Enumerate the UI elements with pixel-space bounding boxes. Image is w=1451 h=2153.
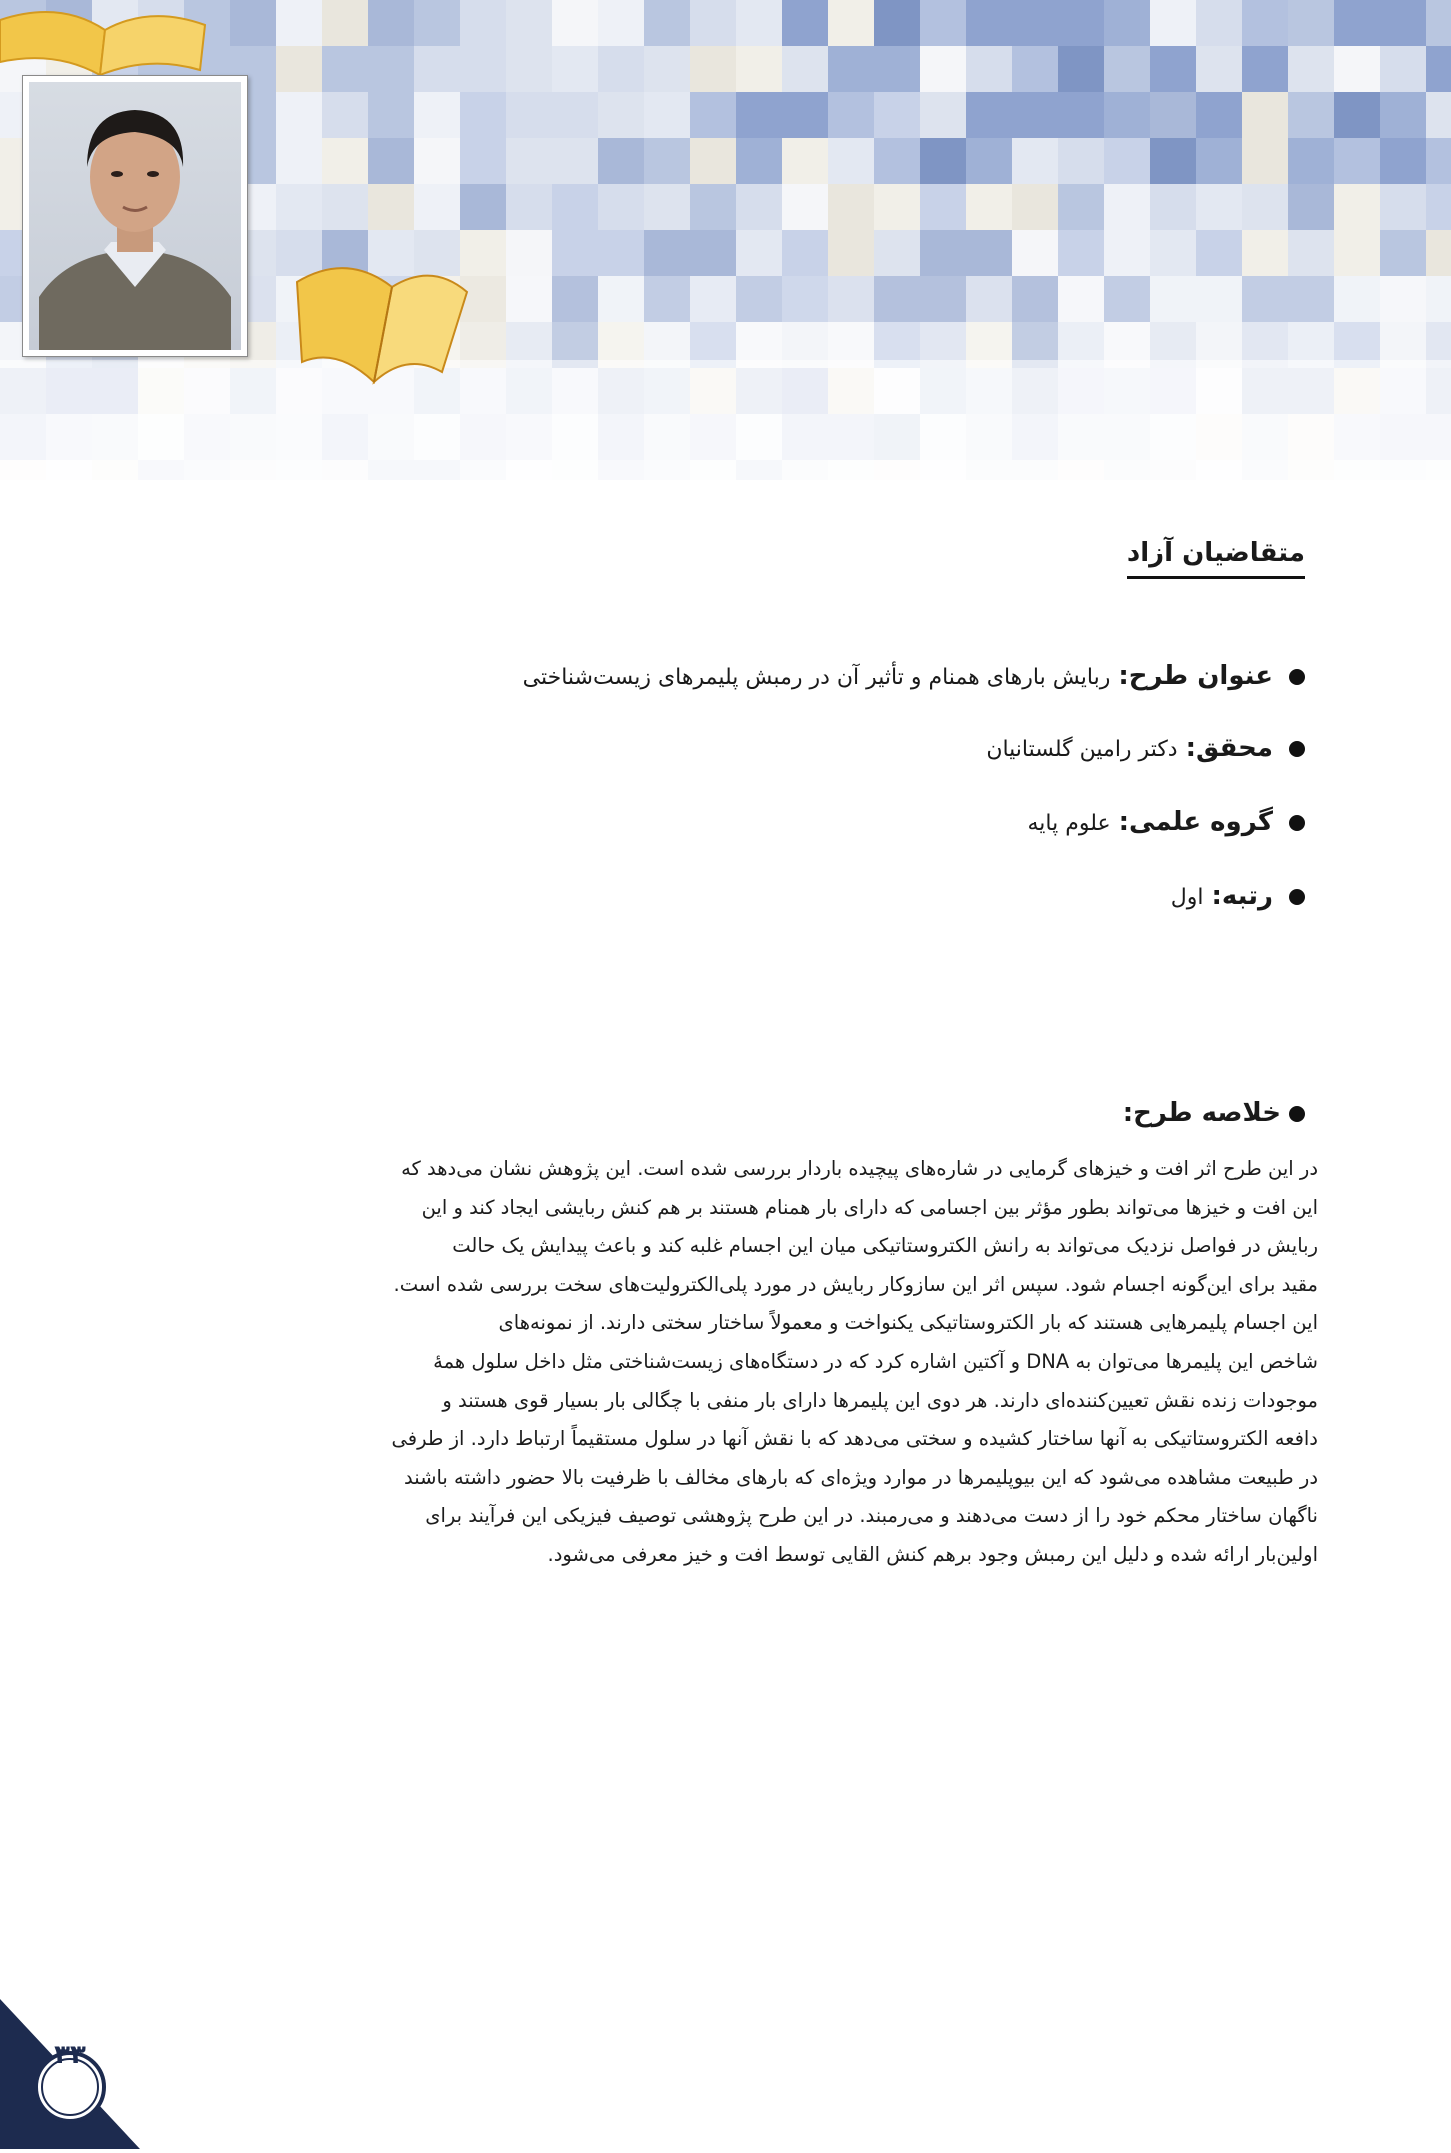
project-title-label: عنوان طرح: — [1118, 661, 1273, 691]
bullet-icon — [1289, 889, 1305, 905]
summary-line: مقید برای این‌گونه اجسام شود. سپس اثر این سازوکار ربایش در مورد پلی‌الکترولیت‌های سخت بررسی شده است. — [393, 1272, 1318, 1296]
summary-line: این اجسام پلیمرهایی هستند که بار الکتروستاتیکی یکنواخت و معمولاً ساختار سختی دارند. از نمونه‌های — [498, 1311, 1318, 1335]
rank-value: اول — [1170, 885, 1204, 910]
rank-item — [1171, 880, 1305, 914]
summary-line: اولین‌بار ارائه شده و دلیل این رمبش وجود برهم کنش القایی توسط افت و خیز معرفی می‌شود. — [547, 1542, 1318, 1566]
summary-line: این افت و خیزها می‌تواند بطور مؤثر بین اجسامی که دارای بار همنام هستند بر هم کنش ربایشی ایجاد کند و این — [421, 1195, 1318, 1219]
bullet-icon — [1289, 669, 1305, 685]
summary-line: دافعه الکتروستاتیکی به آنها ساختار کشیده و سختی می‌دهد که با نقش آنها در سلول مستقیماً ارتباط دارد. از طرفی — [391, 1427, 1318, 1451]
scientific-group-label: گروه علمی: — [1118, 807, 1273, 837]
summary-line: شاخص این پلیمرها می‌توان به DNA و آکتین اشاره کرد که در دستگاه‌های زیست‌شناختی مثل داخل سلول همهٔ — [433, 1349, 1318, 1373]
scientific-group-value: علوم پایه — [1027, 811, 1111, 836]
page-number: ۳۳ — [54, 2040, 86, 2070]
summary-heading — [1123, 1098, 1305, 1128]
summary-heading-text: خلاصه طرح: — [1122, 1098, 1281, 1128]
section-title: متقاضیان آزاد — [1127, 538, 1305, 579]
researcher-photo — [22, 75, 248, 357]
bullet-icon — [1289, 741, 1305, 757]
summary-line: در این طرح اثر افت و خیزهای گرمایی در شاره‌های پیچیده باردار بررسی شده است. این پژوهش نشان می‌دهد که — [401, 1157, 1318, 1180]
open-book-icon — [292, 242, 472, 392]
summary-line: ناگهان ساختار محکم خود را از دست می‌دهند و می‌رمبند. در این طرح پژوهشی توصیف فیزیکی این فرآیند برای — [425, 1504, 1318, 1528]
researcher-item — [986, 732, 1305, 766]
project-title-value: ربایش بارهای همنام و تأثیر آن در رمبش پلیمرهای زیست‌شناختی — [522, 665, 1111, 690]
summary-line: ربایش در فواصل نزدیک می‌تواند به رانش الکتروستاتیکی میان این اجسام غلبه کند و باعث پیدایش یک حالت — [452, 1234, 1318, 1258]
rank-label: رتبه: — [1211, 881, 1273, 911]
open-book-icon — [0, 0, 215, 80]
summary-paragraph — [108, 1150, 1318, 1575]
researcher-value: دکتر رامین گلستانیان — [986, 737, 1178, 762]
summary-line: در طبیعت مشاهده می‌شود که این بیوپلیمرها در موارد ویژه‌ای که بارهای مخالف با ظرفیت بالا حضور داشته باشند — [404, 1465, 1318, 1489]
summary-line: موجودات زنده نقش تعیین‌کننده‌ای دارند. هر دوی این پلیمرها دارای بار منفی با چگالی بار بسیار قوی هستند و — [442, 1388, 1318, 1412]
bullet-icon — [1289, 1106, 1305, 1122]
researcher-label: محقق: — [1185, 733, 1273, 763]
portrait-image — [29, 82, 241, 350]
bullet-icon — [1289, 815, 1305, 831]
scientific-group-item — [1027, 806, 1305, 840]
project-title-item — [523, 660, 1305, 694]
